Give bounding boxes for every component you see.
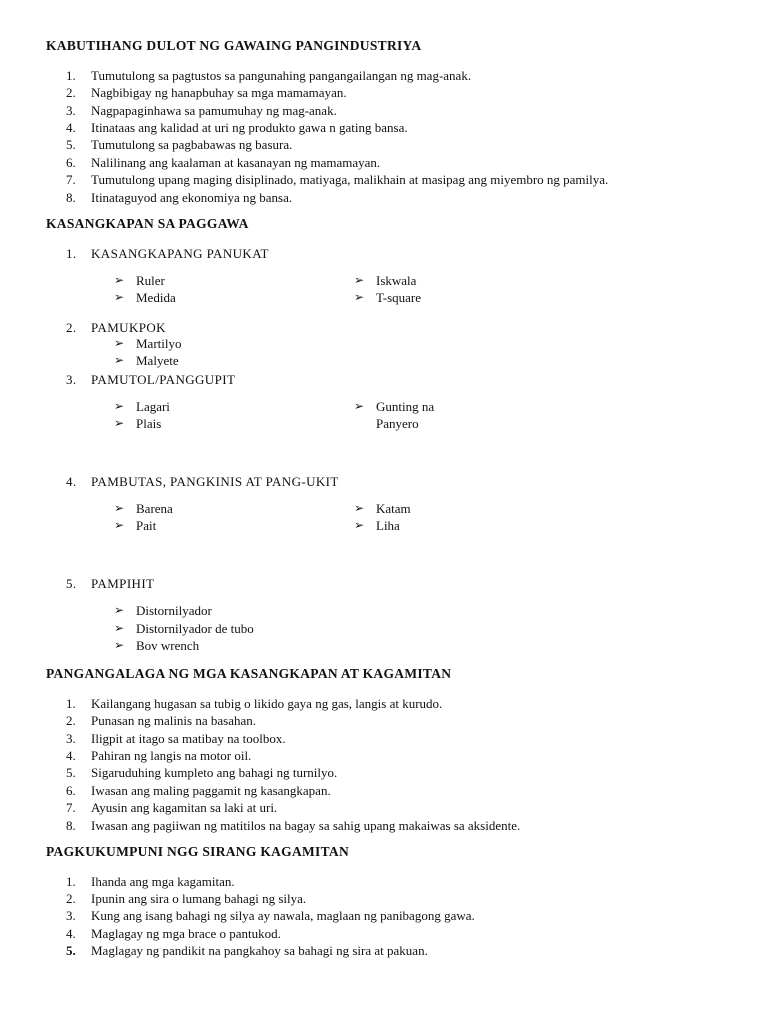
arrow-bullet-icon: ➢ <box>114 603 125 617</box>
tool-item: Bov wrench <box>136 638 200 653</box>
section-title-kasangkapan: KASANGKAPAN SA PAGGAWA <box>46 216 249 231</box>
tool-item: Distornilyador <box>136 603 212 618</box>
tool-item: Gunting na <box>376 399 435 414</box>
arrow-bullet-icon: ➢ <box>114 336 125 350</box>
arrow-bullet-icon: ➢ <box>114 501 125 515</box>
tool-item: T-square <box>376 290 422 305</box>
arrow-bullet-icon: ➢ <box>354 290 365 304</box>
arrow-bullet-icon: ➢ <box>354 501 365 515</box>
arrow-bullet-icon: ➢ <box>114 273 125 287</box>
arrow-bullet-icon: ➢ <box>354 518 365 532</box>
section-title-pagkukumpuni: PAGKUKUMPUNI NGG SIRANG KAGAMITAN <box>46 844 350 859</box>
arrow-bullet-icon: ➢ <box>114 621 125 635</box>
arrow-bullet-icon: ➢ <box>114 638 125 652</box>
arrow-bullet-icon: ➢ <box>354 273 365 287</box>
tool-item: Plais <box>136 416 162 431</box>
arrow-bullet-icon: ➢ <box>114 353 125 367</box>
tool-item: Katam <box>376 501 411 516</box>
arrow-bullet-icon: ➢ <box>354 399 365 413</box>
tool-item: Malyete <box>136 353 179 368</box>
tool-item: Ruler <box>136 273 165 288</box>
tool-item: Distornilyador de tubo <box>136 621 254 636</box>
tool-item: Barena <box>136 501 173 516</box>
arrow-bullet-icon: ➢ <box>114 399 125 413</box>
section-title-pangangalaga: PANGANGALAGA NG MGA KASANGKAPAN AT KAGAMITAN <box>46 666 452 681</box>
tool-item: Iskwala <box>376 273 417 288</box>
document-page: KABUTIHANG DULOT NG GAWAING PANGINDUSTRIYA 1. Tumutulong sa pagtustos sa pangunahing pangangailangan ng mag-anak. 2. Nagbibigay ng hanapbuhay sa mga mamamayan. 3. Nagpapaginhawa sa pamumuhay ng mag-anak. 4. Itinataas ang kalidad at uri ng produkto gawa n gating bansa. 5. Tumutulong sa pagbabawas ng basura. 6. Nalilinang ang kaalaman at kasanayan ng mamamayan. 7. Tumutulong upang maging disiplinado, matiyaga, malikhain at masipag ang miyembro ng pamilya. 8. Itinataguyod ang ekonomiya ng bansa. KASANGKAPAN SA PAGGAWA 1. KASANGKAPANG PANUKAT ➢ Ruler ➢ Medida ➢ Iskwala ➢ T-square 2. PAMUKPOK ➢ Martilyo ➢ Malyete 3. PAMUTOL/PANGGUPIT ➢ Lagari ➢ Plais ➢ Gunting na Panyero 4. PAMBUTAS, PANGKINIS AT PANG-UKIT ➢ Barena ➢ Pait ➢ Katam ➢ Liha 5. PAMPIHIT ➢ Distornilyador ➢ Distornilyador de tubo ➢ Bov wrench PANGANGALAGA NG MGA KASANGKAPAN AT KAGAMITAN 1. Kailangang hugasan sa tubig o likido gaya ng gas, langis at kurudo. 2. Punasan ng malinis na basahan. 3. Iligpit at itago sa matibay na toolbox. 4. Pahiran ng langis na motor oil. 5. Sigaruduhing kumpleto ang bahagi ng turnilyo. 6. Iwasan ang maling paggamit ng kasangkapan. 7. Ayusin ang kagamitan sa laki at uri. 8. Iwasan ang pagiiwan ng matitilos na bagay sa sahig upang makaiwas sa aksidente. PAGKUKUMPUNI NGG SIRANG KAGAMITAN 1. Ihanda ang mga kagamitan. 2. Ipunin ang sira o lumang bahagi ng silya. 3. Kung ang isang bahagi ng silya ay nawala, maglaan ng panibagong gawa. 4. Maglagay ng mga brace o pantukod. 5. Maglagay ng pandikit na pangkahoy sa bahagi ng sira at pakuan. <box>46 38 609 958</box>
arrow-bullet-icon: ➢ <box>114 416 125 430</box>
arrow-bullet-icon: ➢ <box>114 518 125 532</box>
tool-item: Liha <box>376 518 400 533</box>
section-title-kabutihang-dulot: KABUTIHANG DULOT NG GAWAING PANGINDUSTRIYA <box>46 38 422 53</box>
arrow-bullet-icon: ➢ <box>114 290 125 304</box>
tool-item: Martilyo <box>136 336 182 351</box>
tool-item: Lagari <box>136 399 170 414</box>
tool-item: Medida <box>136 290 176 305</box>
tool-item: Pait <box>136 518 157 533</box>
tool-item-continued: Panyero <box>376 416 419 431</box>
